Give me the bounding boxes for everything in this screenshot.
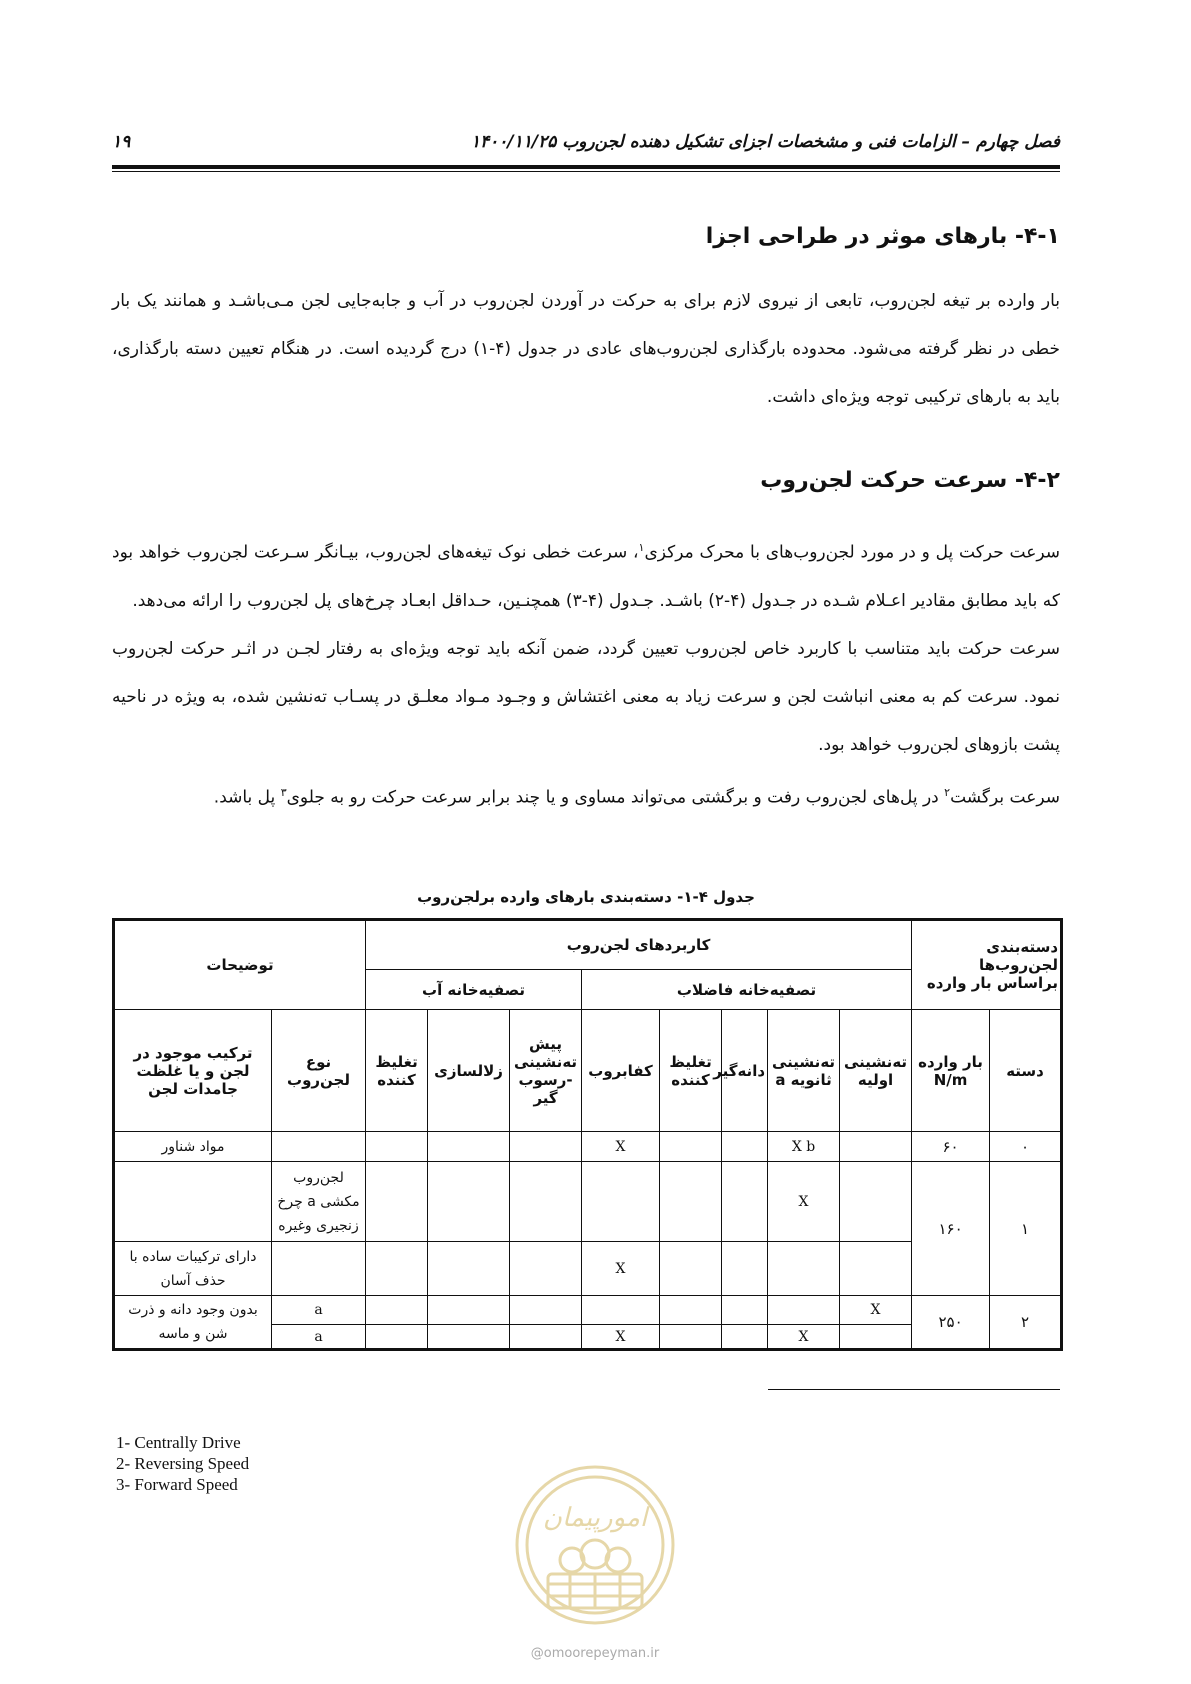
cell-composition: بدون وجود دانه و ذرت شن و ماسه: [114, 1296, 272, 1350]
p3-text-b: در پل‌های لجن‌روب رفت و برگشتی می‌تواند مساوی و یا چند برابر سرعت حرکت رو به جلوی: [286, 787, 945, 808]
header-composition: ترکیب موجود در لجن و یا غلظت جامدات لجن: [114, 1010, 272, 1132]
cell-grit: [722, 1242, 768, 1296]
header-scraper-type: نوع لجن‌روب: [272, 1010, 366, 1132]
cell-composition: مواد شناور: [114, 1132, 272, 1162]
section-1-body: [112, 277, 1060, 421]
cell-primary: [840, 1132, 912, 1162]
cell-thickener-ww: [660, 1242, 722, 1296]
section-2-paragraph-1: [112, 524, 1060, 625]
cell-thickener-ww: [660, 1162, 722, 1242]
footnote-2: 2- Reversing Speed: [116, 1454, 250, 1473]
header-water-plant: تصفیه‌خانه آب: [366, 970, 582, 1010]
section-2-paragraph-2: سرعت حرکت باید متناسب با کاربرد خاص لجن‌روب تعیین گردد، ضمن آنکه باید توجه ویژه‌ای به رفتار لجـن در اثـر حرکت لجن‌روب نمود. سرعت کم به معنی انباشت لجن و سرعت زیاد به معنی اغتشاش و وجـود مـواد معلـق در پسـاب ته‌نشین شده، به ویژه در ناحیه پشت بازوهای لجن‌روب خواهد بود.: [112, 638, 1060, 755]
p1-text-b: ، سرعت خطی نوک تیغه‌های لجن‌روب، بیـانگر سـرعت لجن‌روب خواهد بود که باید مطابق مقادیر اعـلام شـده در جـدول (۴-۲) باشـد. جـدول (۴-۳) همچنـین، حـداقل ابعـاد چرخ‌های پل لجن‌روب را ارائه می‌دهد.: [112, 542, 1060, 611]
header-skimmer: کفابروب: [582, 1010, 660, 1132]
footnotes: [116, 1432, 249, 1495]
cell-secondary: [768, 1242, 840, 1296]
cell-skimmer: [582, 1296, 660, 1325]
footnote-ref-2: ۲: [944, 785, 951, 799]
cell-presed: [510, 1296, 582, 1325]
cell-thickener-w: [366, 1296, 428, 1325]
cell-skimmer: X: [582, 1242, 660, 1296]
header-description: توضیحات: [114, 920, 366, 1010]
header-thickener-wastewater: تغلیظ کننده: [660, 1010, 722, 1132]
cell-load: ۶۰: [912, 1132, 990, 1162]
cell-type: a: [272, 1325, 366, 1350]
header-primary-sedimentation: ته‌نشینی اولیه: [840, 1010, 912, 1132]
header-rule: [112, 165, 1060, 169]
header-pre-sedimentation: پیش ته‌نشینی -رسوب گیر: [510, 1010, 582, 1132]
cell-presed: [510, 1132, 582, 1162]
header-secondary-sedimentation: ته‌نشینی ثانویه a: [768, 1010, 840, 1132]
cell-category: ۲: [990, 1296, 1062, 1350]
table-row: [114, 1162, 1062, 1242]
cell-type: [272, 1242, 366, 1296]
cell-skimmer: X: [582, 1325, 660, 1350]
cell-clarification: [428, 1162, 510, 1242]
table-row: [114, 1296, 1062, 1325]
cell-clarification: [428, 1132, 510, 1162]
footnote-ref-1: ۱: [638, 541, 645, 554]
section-1: [112, 224, 1060, 249]
cell-grit: [722, 1325, 768, 1350]
header-title: فصل چهارم – الزامات فنی و مشخصات اجزای تشکیل دهنده لجن‌روب ۱۴۰۰/۱۱/۲۵: [470, 132, 1060, 152]
header-applications: کاربردهای لجن‌روب: [366, 920, 912, 970]
header-category-group: دسته‌بندی لجن‌روب‌ها براساس بار وارده: [912, 920, 1062, 1010]
header-load: بار وارده N/m: [912, 1010, 990, 1132]
cell-type: a: [272, 1296, 366, 1325]
cell-grit: [722, 1132, 768, 1162]
page-header: [112, 130, 1060, 162]
cell-category: ۰: [990, 1132, 1062, 1162]
cell-thickener-ww: [660, 1325, 722, 1350]
cell-load: ۲۵۰: [912, 1296, 990, 1350]
cell-secondary: [768, 1296, 840, 1325]
footnote-1: 1- Centrally Drive: [116, 1433, 241, 1452]
header-rule-thin: [112, 171, 1060, 172]
cell-primary: X: [840, 1296, 912, 1325]
header-wastewater-plant: تصفیه‌خانه فاضلاب: [582, 970, 912, 1010]
header-clarification: زلالسازی: [428, 1010, 510, 1132]
cell-secondary: X: [768, 1162, 840, 1242]
footnote-rule: [768, 1389, 1060, 1390]
cell-load: ۱۶۰: [912, 1162, 990, 1296]
cell-thickener-ww: [660, 1296, 722, 1325]
cell-type: [272, 1132, 366, 1162]
footnote-3: 3- Forward Speed: [116, 1475, 238, 1494]
cell-thickener-w: [366, 1242, 428, 1296]
table-row: [114, 1132, 1062, 1162]
svg-text:امورپیمان: امورپیمان: [542, 1503, 648, 1533]
cell-grit: [722, 1162, 768, 1242]
cell-grit: [722, 1296, 768, 1325]
section-2-paragraph-3: [112, 769, 1060, 822]
load-category-table: [112, 918, 1063, 1351]
cell-primary: [840, 1162, 912, 1242]
watermark-stamp-icon: [512, 1462, 678, 1628]
cell-presed: [510, 1162, 582, 1242]
cell-secondary: X: [768, 1325, 840, 1350]
section-2-body: [112, 524, 1060, 821]
cell-secondary: X b: [768, 1132, 840, 1162]
section-1-heading: ۴-۱- بارهای موثر در طراحی اجزا: [705, 224, 1060, 249]
cell-presed: [510, 1325, 582, 1350]
p3-text-a: سرعت برگشت: [950, 787, 1060, 808]
cell-thickener-ww: [660, 1132, 722, 1162]
watermark-site: @omoorepeyman.ir: [530, 1646, 660, 1661]
cell-skimmer: [582, 1162, 660, 1242]
cell-thickener-w: [366, 1132, 428, 1162]
page-number: ۱۹: [112, 132, 131, 152]
table-caption: جدول ۴-۱- دسته‌بندی بارهای وارده برلجن‌روب: [417, 888, 755, 906]
cell-primary: [840, 1325, 912, 1350]
cell-presed: [510, 1242, 582, 1296]
p3-text-c: پل باشد.: [213, 787, 281, 808]
header-category: دسته: [990, 1010, 1062, 1132]
cell-composition: دارای ترکیبات ساده با حذف آسان: [114, 1242, 272, 1296]
section-2: [112, 468, 1060, 493]
cell-category: ۱: [990, 1162, 1062, 1296]
header-grit-chamber: دانه‌گیر: [722, 1010, 768, 1132]
cell-clarification: [428, 1242, 510, 1296]
cell-clarification: [428, 1325, 510, 1350]
cell-thickener-w: [366, 1325, 428, 1350]
cell-type: لجن‌روب مکشی a چرخ زنجیری وغیره: [272, 1162, 366, 1242]
cell-primary: [840, 1242, 912, 1296]
cell-skimmer: X: [582, 1132, 660, 1162]
section-1-paragraph: بار وارده بر تیغه لجن‌روب، تابعی از نیروی لازم برای به حرکت در آوردن لجن‌روب در آب و جابه‌جایی لجن مـی‌باشـد و همانند یک بار خطی در نظر گرفته می‌شود. محدوده بارگذاری لجن‌روب‌های عادی در جدول (۴-۱) درج گردیده است. در هنگام تعیین دسته بارگذاری، باید به بارهای ترکیبی توجه ویژه‌ای داشت.: [112, 291, 1060, 407]
section-2-heading: ۴-۲- سرعت حرکت لجن‌روب: [760, 468, 1060, 493]
p1-text-a: سرعت حرکت پل و در مورد لجن‌روب‌های با محرک مرکزی: [644, 542, 1060, 563]
cell-clarification: [428, 1296, 510, 1325]
cell-thickener-w: [366, 1162, 428, 1242]
header-thickener-water: تغلیظ کننده: [366, 1010, 428, 1132]
footnote-ref-3: ۳: [280, 785, 287, 799]
cell-composition: [114, 1162, 272, 1242]
